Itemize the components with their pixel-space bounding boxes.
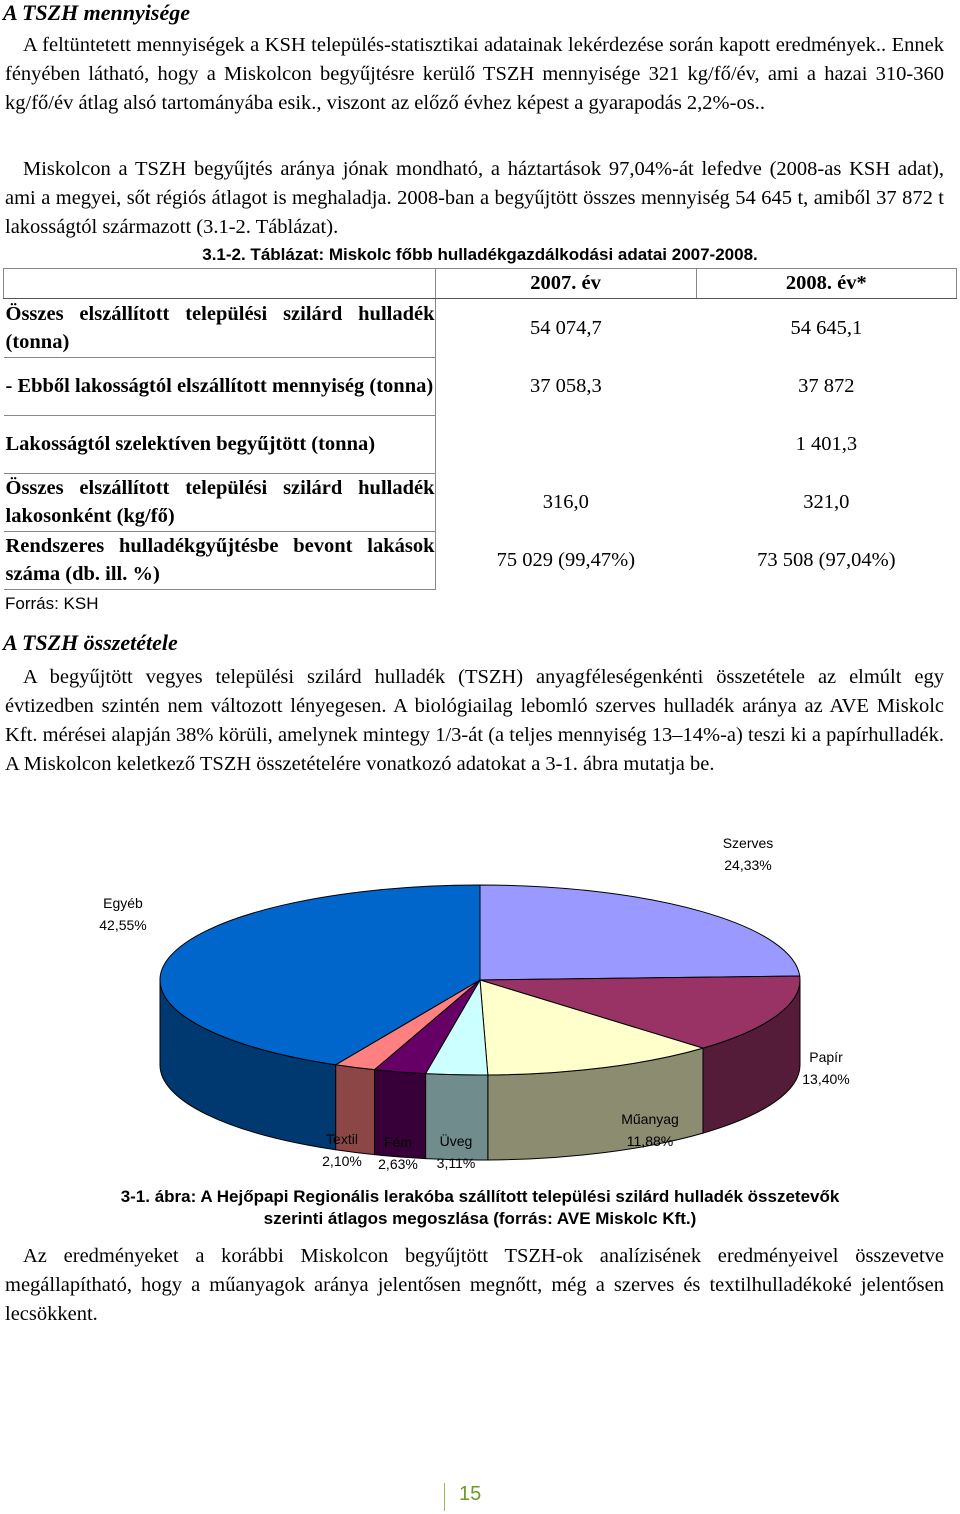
value-2007: 37 058,3	[529, 374, 602, 397]
value-2007	[435, 415, 696, 473]
slice-value-label: 11,88%	[626, 1133, 674, 1149]
row-label: Összes elszállított települési szilárd hulladék lakosonként (kg/fő)	[4, 473, 436, 531]
page-number: 15	[444, 1483, 481, 1511]
slice-value-label: 2,63%	[378, 1156, 418, 1172]
pie-slice-Szerves	[480, 885, 800, 980]
row-label: Lakosságtól szelektíven begyűjtött (tonna)	[4, 415, 436, 473]
value-2008: 54 645,1	[790, 316, 863, 339]
section-title-composition: A TSZH összetétele	[3, 630, 178, 655]
slice-value-label: 42,55%	[99, 917, 147, 933]
row-label: - Ebből lakosságtól elszállított mennyiség (tonna)	[4, 357, 436, 415]
table-row	[4, 473, 957, 531]
value-2007: 75 029 (99,47%)	[496, 548, 636, 571]
table-header-empty	[4, 269, 436, 299]
value-2008: 321,0	[803, 490, 850, 513]
paragraph-conclusion: Az eredményeket a korábbi Miskolcon begyűjtött TSZH-ok analízisének eredményeivel összevetve megállapítható, hogy a műanyagok aránya jelentősen megnőtt, még a szerves és textilhulladékoké jelentősen lecsökkent.	[5, 1245, 944, 1325]
pie-chart	[0, 820, 960, 1180]
paragraph-composition: A begyűjtött vegyes települési szilárd hulladék (TSZH) anyagféleségenkénti összetétele az elmúlt egy évtizedben szintén nem változott lényegesen. A biológiailag lebomló szerves hulladék aránya az AVE Miskolc Kft. mérései alapján 38% körüli, amelynek mintegy 1/3-át (a teljes mennyiség 13–14%-a) teszi ki a papírhulladék. A Miskolcon keletkező TSZH összetételére vonatkozó adatokat a 3-1. ábra mutatja be.	[5, 666, 944, 775]
paragraph-quantity-2: Miskolcon a TSZH begyűjtés aránya jónak mondható, a háztartások 97,04%-át lefedve (2008-as KSH adat), ami a megyei, sőt régiós átlagot is meghaladja. 2008-ban a begyűjtött összes mennyiség 54 645 t, amiből 37 872 t lakosságtól származott (3.1-2. Táblázat).	[5, 158, 944, 238]
slice-name-label: Szerves	[722, 835, 774, 851]
table-header-2008: 2008. év*	[696, 269, 956, 299]
value-2007: 54 074,7	[529, 316, 602, 339]
slice-name-label: Műanyag	[621, 1111, 679, 1127]
table-source: Forrás: KSH	[5, 594, 99, 613]
row-label: Összes elszállított települési szilárd hulladék (tonna)	[4, 299, 436, 358]
figure-caption-line-1: 3-1. ábra: A Hejőpapi Regionális lerakóba szállított települési szilárd hulladék összetevők	[120, 1187, 840, 1206]
table-row	[4, 357, 957, 415]
value-2008: 37 872	[798, 374, 855, 397]
figure-caption-line-2: szerinti átlagos megoszlása (forrás: AVE Miskolc Kft.)	[263, 1209, 697, 1228]
pie-top	[160, 885, 800, 1075]
value-2008: 73 508 (97,04%)	[757, 548, 896, 571]
table-row	[4, 415, 957, 473]
value-2007: 316,0	[542, 490, 589, 513]
slice-value-label: 3,11%	[436, 1155, 476, 1171]
value-2008: 1 401,3	[795, 432, 858, 455]
section-title-quantity: A TSZH mennyisége	[3, 0, 190, 25]
figure-caption	[30, 1186, 930, 1230]
slice-name-label: Textil	[326, 1131, 358, 1147]
table-header-row	[4, 269, 957, 299]
slice-name-label: Papír	[809, 1049, 843, 1065]
table-row	[4, 299, 957, 358]
slice-value-label: 13,40%	[802, 1071, 850, 1087]
table-row	[4, 531, 957, 589]
slice-name-label: Egyéb	[103, 895, 143, 911]
slice-value-label: 24,33%	[724, 857, 772, 873]
table-header-2007: 2007. év	[435, 269, 696, 299]
slice-name-label: Üveg	[439, 1133, 473, 1149]
row-label: Rendszeres hulladékgyűjtésbe bevont lakások száma (db. ill. %)	[4, 531, 436, 589]
table-caption: 3.1-2. Táblázat: Miskolc főbb hulladékgazdálkodási adatai 2007-2008.	[202, 245, 758, 264]
paragraph-quantity-1: A feltüntetett mennyiségek a KSH település-statisztikai adatainak lekérdezése során kapott eredmények.. Ennek fényében látható, hogy a Miskolcon begyűjtésre kerülő TSZH mennyisége 321 kg/fő/év, ami a hazai 310-360 kg/fő/év átlag alsó tartományába esik., viszont az előző évhez képest a gyarapodás 2,2%-os..	[5, 34, 944, 114]
waste-data-table	[3, 268, 957, 590]
slice-value-label: 2,10%	[322, 1153, 362, 1169]
slice-name-label: Fém	[384, 1134, 412, 1150]
